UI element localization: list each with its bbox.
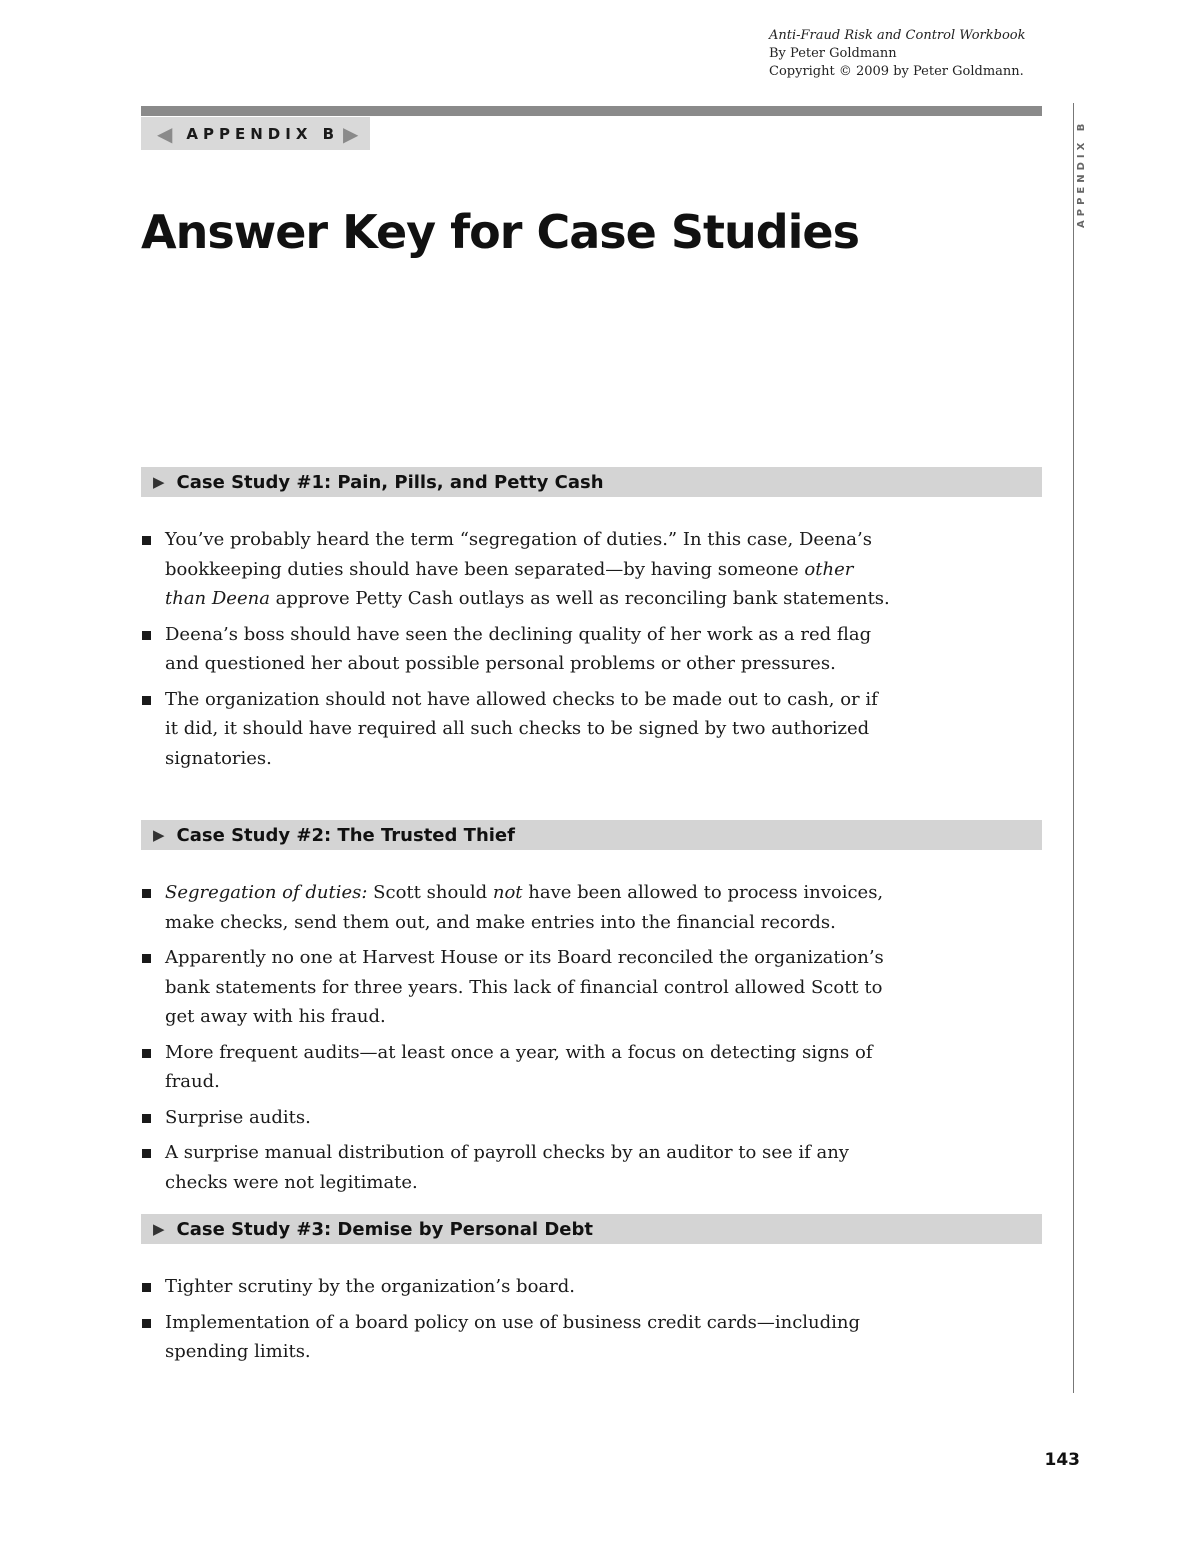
- case-study-1-section: [141, 467, 1042, 773]
- square-bullet-icon: [142, 1049, 151, 1058]
- square-bullet-icon: [142, 1149, 151, 1158]
- page-number: 143: [1044, 1450, 1080, 1470]
- list-item: Segregation of duties: Scott should not have been allowed to process invoices, make checks, send them out, and make entries into the financial records.: [141, 878, 895, 937]
- section-heading: Case Study #1: Pain, Pills, and Petty Cash: [176, 471, 604, 493]
- list-item: Deena’s boss should have seen the declining quality of her work as a red flag and questioned her about possible personal problems or other pressures.: [141, 620, 895, 679]
- case-study-3-section: [141, 1214, 1042, 1367]
- bullet-list: [141, 1272, 1042, 1367]
- list-item: More frequent audits—at least once a year, with a focus on detecting signs of fraud.: [141, 1038, 895, 1097]
- square-bullet-icon: [142, 889, 151, 898]
- list-item: A surprise manual distribution of payroll checks by an auditor to see if any checks were not legitimate.: [141, 1138, 895, 1197]
- list-item: The organization should not have allowed checks to be made out to cash, or if it did, it should have required all such checks to be signed by two authorized signatories.: [141, 685, 895, 774]
- author-line: By Peter Goldmann: [769, 46, 897, 61]
- list-item: You’ve probably heard the term “segregation of duties.” In this case, Deena’s bookkeeping duties should have been separated—by having someone other than Deena approve Petty Cash outlays as well as reconciling bank statements.: [141, 525, 895, 614]
- running-header: [769, 27, 1069, 81]
- square-bullet-icon: [142, 1319, 151, 1328]
- right-triangle-icon: ▶: [343, 121, 359, 146]
- square-bullet-icon: [142, 696, 151, 705]
- square-bullet-icon: [142, 1283, 151, 1292]
- appendix-tab: [141, 117, 370, 150]
- left-triangle-icon: ◀: [157, 121, 173, 146]
- list-item: Surprise audits.: [141, 1103, 895, 1133]
- play-triangle-icon: ▶: [153, 473, 165, 491]
- play-triangle-icon: ▶: [153, 826, 165, 844]
- list-item: Tighter scrutiny by the organization’s board.: [141, 1272, 895, 1302]
- section-heading: Case Study #3: Demise by Personal Debt: [176, 1218, 593, 1240]
- section-heading-bar: [141, 1214, 1042, 1244]
- side-appendix-label: APPENDIX B: [1076, 119, 1087, 228]
- appendix-tab-label: APPENDIX B: [186, 124, 340, 143]
- play-triangle-icon: ▶: [153, 1220, 165, 1238]
- emphasis: not: [492, 882, 523, 903]
- book-title: Anti-Fraud Risk and Control Workbook: [769, 28, 1026, 43]
- square-bullet-icon: [142, 631, 151, 640]
- list-item: Apparently no one at Harvest House or its Board reconciled the organization’s bank statements for three years. This lack of financial control allowed Scott to get away with his fraud.: [141, 943, 895, 1032]
- case-study-2-section: [141, 820, 1042, 1197]
- square-bullet-icon: [142, 954, 151, 963]
- side-rule: [1073, 103, 1074, 1393]
- emphasis: other than Deena: [165, 558, 854, 609]
- bullet-list: [141, 878, 1042, 1197]
- list-item: Implementation of a board policy on use of business credit cards—including spending limits.: [141, 1308, 895, 1367]
- emphasis: Segregation of duties:: [165, 882, 368, 903]
- top-rule: [141, 106, 1042, 116]
- section-heading-bar: [141, 467, 1042, 497]
- square-bullet-icon: [142, 536, 151, 545]
- page-title: Answer Key for Case Studies: [141, 205, 860, 259]
- copyright-line: Copyright © 2009 by Peter Goldmann.: [769, 64, 1024, 79]
- square-bullet-icon: [142, 1114, 151, 1123]
- bullet-list: [141, 525, 1042, 773]
- section-heading: Case Study #2: The Trusted Thief: [176, 824, 515, 846]
- section-heading-bar: [141, 820, 1042, 850]
